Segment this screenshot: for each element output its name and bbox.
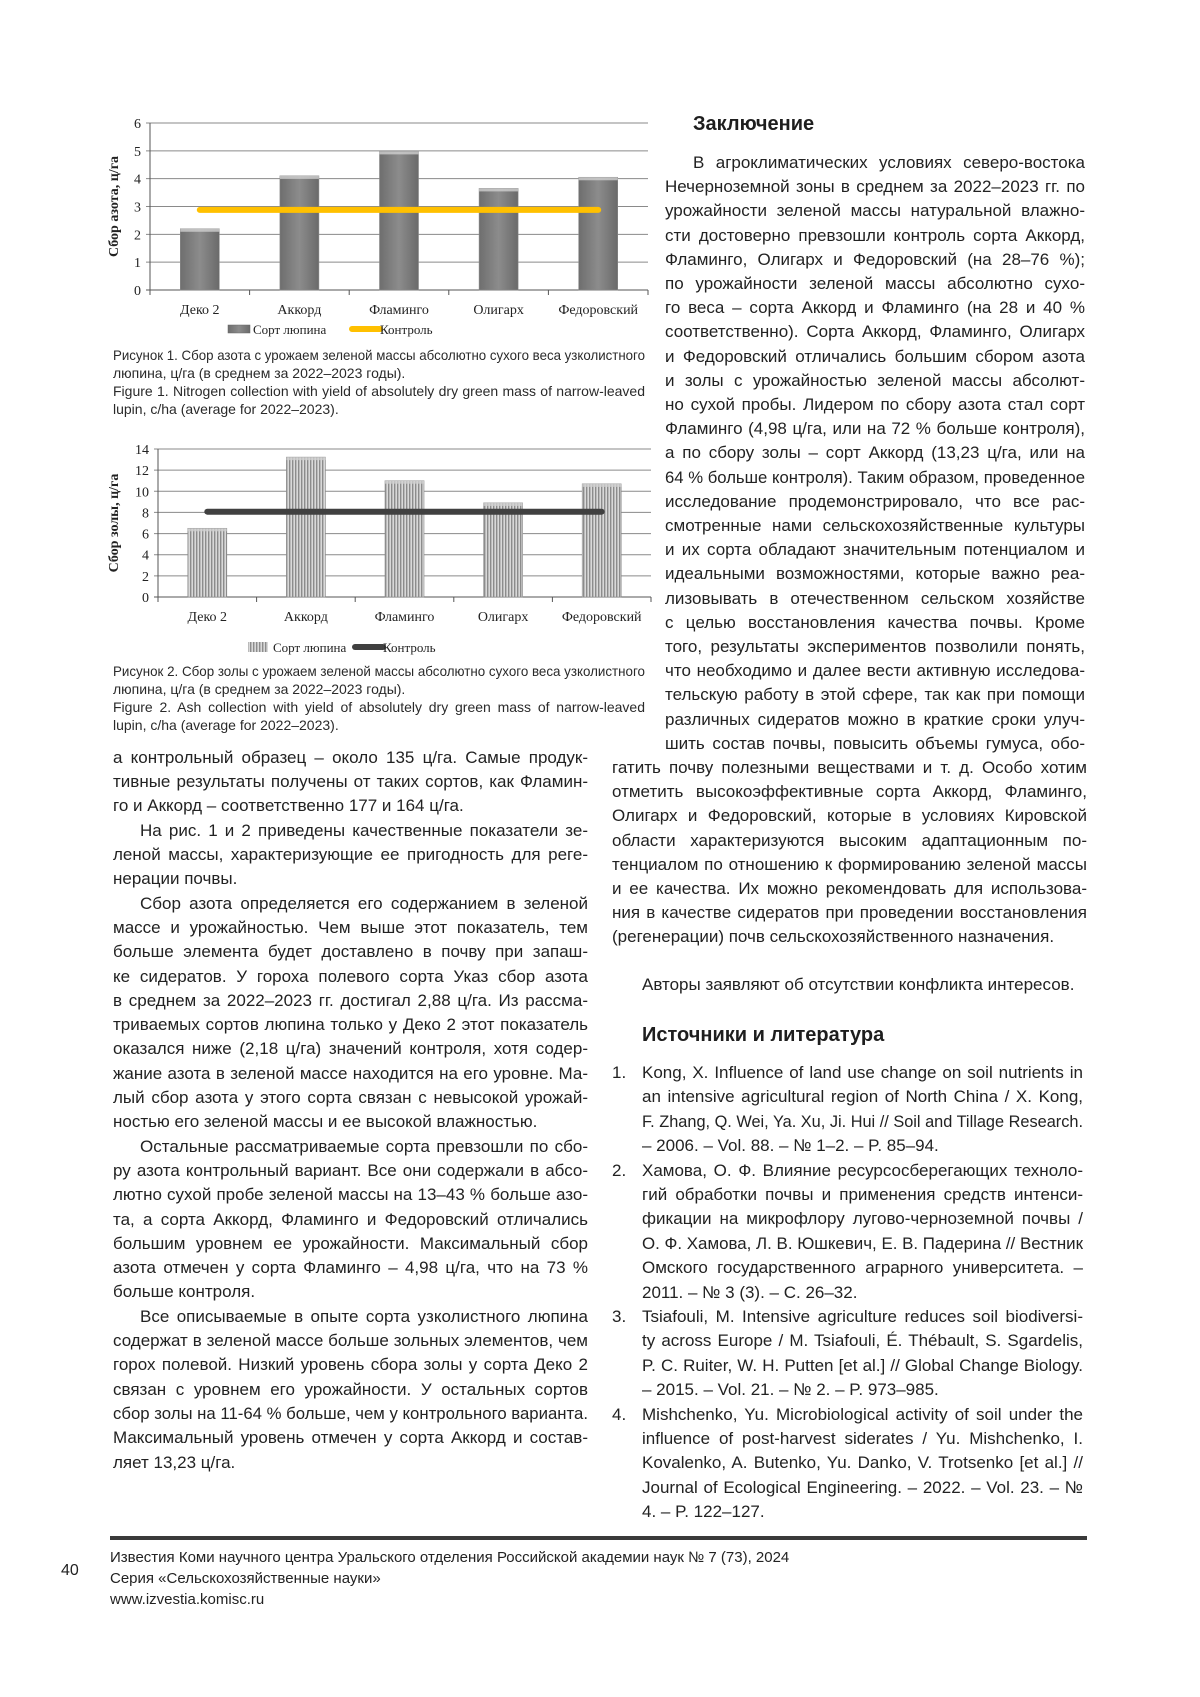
y-tick-label: 5 — [134, 145, 141, 160]
footer-journal: Известия Коми научного центра Уральского отделения Российской академии наук № 7 (73), 2024 — [110, 1549, 789, 1566]
line-text: что необходимо и далее вести активную исследова- — [665, 659, 1085, 683]
paragraph-line — [665, 466, 1085, 490]
line-text: Рисунок 2. Сбор золы с урожаем зеленой массы абсолютно сухого веса узколистного — [113, 662, 645, 680]
reference-line — [642, 1427, 1083, 1451]
bar-top-highlight — [180, 229, 219, 232]
line-text: Максимальный уровень отмечен у сорта Аккорд и состав- — [113, 1426, 588, 1450]
legend-label-variety: Сорт люпина — [253, 322, 327, 337]
line-text: нерации почвы. — [113, 867, 237, 891]
paragraph-line — [612, 853, 1087, 877]
line-text: и золы с урожайностью зеленой массы абсолют- — [665, 369, 1085, 393]
line-text: смотренные нами сельскохозяйственные культуры — [665, 514, 1085, 538]
line-text: Tsiafouli, M. Intensive agriculture reduces soil biodiversi- — [642, 1305, 1083, 1329]
line-text: Остальные рассматриваемые сорта превзошли по сбо- — [140, 1135, 588, 1159]
paragraph-line — [665, 683, 1085, 707]
paragraph-line — [113, 770, 588, 794]
line-text: (регенерации) почв сельскохозяйственного назначения. — [612, 925, 1054, 949]
line-text: того, результаты экспериментов позволили понять, — [665, 635, 1085, 659]
line-text: О. Ф. Хамова, Л. В. Юшкевич, Е. В. Падерина // Вестник — [642, 1232, 1083, 1256]
x-tick-label: Аккорд — [284, 610, 328, 625]
bar-top-highlight — [380, 151, 419, 154]
line-text: Journal of Ecological Engineering. – 2022. – Vol. 23. – № — [642, 1476, 1083, 1500]
bar-top-highlight — [286, 457, 325, 460]
reference-line — [642, 1305, 1083, 1329]
line-text: и ее качества. Их можно рекомендовать для использова- — [612, 877, 1087, 901]
reference-line — [642, 1329, 1083, 1353]
paragraph-line — [612, 925, 1087, 949]
line-text: азота отмечен у сорта Фламинго – 4,98 ц/га, что на 73 % — [113, 1256, 588, 1280]
paragraph-line — [113, 1256, 588, 1280]
paragraph-line — [665, 175, 1085, 199]
paragraph-line — [665, 224, 1085, 248]
paragraph-line — [612, 877, 1087, 901]
paragraph-line — [113, 1329, 588, 1353]
y-tick-label: 12 — [135, 464, 149, 479]
line-text: шить состав почвы, повысить объемы гумуса, обо- — [665, 732, 1085, 756]
bar-top-highlight — [582, 484, 621, 487]
line-text: Mishchenko, Yu. Microbiological activity of soil under the — [642, 1403, 1083, 1427]
paragraph-line — [113, 965, 588, 989]
conclusion-heading: Заключение — [693, 113, 814, 136]
line-text: но сухой пробы. Лидером по сбору азота стал сорт — [665, 393, 1085, 417]
nitrogen-chart — [100, 110, 660, 345]
paragraph-line — [113, 1426, 588, 1450]
line-text: люпина, ц/га (в среднем за 2022–2023 годы). — [113, 364, 405, 382]
line-text: исследование продемонстрировало, что все рас- — [665, 490, 1085, 514]
line-text: отметить высокоэффективные сорта Аккорд, Фламинго, — [612, 780, 1087, 804]
line-text: больше элемента будет доставлено в почву при запаш- — [113, 940, 588, 964]
bar-top-highlight — [579, 177, 618, 180]
line-text: люпина, ц/га (в среднем за 2022–2023 годы). — [113, 680, 405, 698]
paragraph-line — [665, 369, 1085, 393]
line-text: гатить почву полезными веществами и т. д. Особо хотим — [612, 756, 1087, 780]
reference-number — [612, 1305, 642, 1329]
line-text: леной массы, характеризующие ее пригодность для реге- — [113, 843, 588, 867]
line-text: го веса – сорта Аккорд и Фламинго (на 28 и 40 % — [665, 296, 1085, 320]
paragraph-line — [665, 587, 1085, 611]
x-tick-label: Олигарх — [473, 303, 524, 318]
reference-line — [642, 1354, 1083, 1378]
line-text: ру азота контрольный вариант. Все они содержали в абсо- — [113, 1159, 588, 1183]
paragraph-line — [113, 989, 588, 1013]
line-text: а контрольный образец – около 135 ц/га. Самые продук- — [113, 746, 588, 770]
paragraph-line — [665, 272, 1085, 296]
y-tick-label: 10 — [135, 485, 149, 500]
line-text: фикации на микрофлору лугово-черноземной почвы / — [642, 1207, 1083, 1231]
legend-label-variety: Сорт люпина — [273, 640, 347, 655]
y-tick-label: 6 — [142, 528, 149, 543]
paragraph-line — [665, 248, 1085, 272]
x-tick-label: Деко 2 — [188, 610, 228, 625]
y-tick-label: 0 — [142, 591, 149, 606]
paragraph-line — [612, 901, 1087, 925]
y-tick-label: 14 — [135, 443, 149, 458]
line-text: в среднем за 2022–2023 гг. достигал 2,88 ц/га. Из рассма- — [113, 989, 588, 1013]
paragraph-line — [113, 819, 588, 843]
paragraph-line — [113, 1159, 588, 1183]
paragraph-line — [113, 1110, 588, 1134]
line-text: тивные результаты получены от таких сортов, как Фламин- — [113, 770, 588, 794]
x-tick-label: Федоровский — [558, 303, 638, 318]
y-tick-label: 8 — [142, 506, 149, 521]
reference-line — [642, 1232, 1083, 1256]
line-text: 1. — [612, 1061, 626, 1085]
line-text: массе и урожайностью. Чем выше этот показатель, тем — [113, 916, 588, 940]
x-tick-label: Аккорд — [277, 303, 321, 318]
paragraph-line — [113, 867, 588, 891]
paragraph-line — [113, 843, 588, 867]
legend-label-control: Контроль — [383, 640, 436, 655]
line-text: 64 % больше контроля). Таким образом, проведенное — [665, 466, 1085, 490]
line-text: Фламинго, Олигарх и Федоровский (на 28–76 %); — [665, 248, 1085, 272]
paragraph-line — [113, 746, 588, 770]
line-text: Сбор азота определяется его содержанием в зеленой — [140, 892, 588, 916]
line-text: P. C. Ruiter, W. H. Putten [et al.] // Global Change Biology. — [642, 1354, 1083, 1378]
footer-website[interactable]: www.izvestia.komisc.ru — [110, 1591, 264, 1608]
line-text: различных сидератов можно в краткие сроки улуч- — [665, 708, 1085, 732]
paragraph-line — [113, 1037, 588, 1061]
line-text: Kong, X. Influence of land use change on soil nutrients in — [642, 1061, 1083, 1085]
caption-line — [113, 346, 645, 364]
caption-line — [113, 662, 645, 680]
bar-0 — [188, 528, 227, 597]
line-text: 4. — [612, 1403, 626, 1427]
line-text: lupin, c/ha (average for 2022–2023). — [113, 400, 339, 418]
bar-0 — [180, 229, 219, 290]
page-number: 40 — [61, 1562, 79, 1580]
paragraph-line — [113, 794, 588, 818]
bar-2 — [380, 151, 419, 290]
line-text: тельскую работу в этой сфере, так как при помощи — [665, 683, 1085, 707]
line-text: На рис. 1 и 2 приведены качественные показатели зе- — [140, 819, 588, 843]
line-text: Хамова, О. Ф. Влияние ресурсосберегающих техноло- — [642, 1159, 1083, 1183]
y-tick-label: 6 — [134, 117, 141, 132]
bar-top-highlight — [385, 481, 424, 484]
caption-line — [113, 680, 645, 698]
line-text: Все описываемые в опыте сорта узколистного люпина — [140, 1305, 588, 1329]
line-text: В агроклиматических условиях северо-востока — [693, 151, 1085, 175]
line-text: 4. – P. 122–127. — [642, 1500, 765, 1524]
line-text: содержат в зеленой массе больше зольных элементов, чем — [113, 1329, 588, 1353]
paragraph-line — [665, 538, 1085, 562]
line-text: Нечерноземной зоны в среднем за 2022–2023 гг. по — [665, 175, 1085, 199]
line-text: с целью восстановления качества почвы. Кроме — [665, 611, 1085, 635]
reference-line — [642, 1110, 1083, 1134]
line-text: го и Аккорд – соответственно 177 и 164 ц/га. — [113, 794, 464, 818]
paragraph-line — [612, 756, 1087, 780]
line-text: Фламинго (4,98 ц/га, или на 72 % больше контроля), — [665, 417, 1085, 441]
conflict-line — [642, 973, 1083, 997]
line-text: идеальными возможностями, которые важно реа- — [665, 562, 1085, 586]
line-text: Kovalenko, A. Butenko, Yu. Danko, V. Trotsenko [et al.] // — [642, 1451, 1083, 1475]
line-text: триваемых сортов люпина только у Деко 2 этот показатель — [113, 1013, 588, 1037]
bar-top-highlight — [188, 528, 227, 531]
line-text: горох полевой. Низкий уровень сбора золы у сорта Деко 2 — [113, 1353, 588, 1377]
bar-1 — [280, 176, 319, 290]
paragraph-line — [665, 296, 1085, 320]
line-text: оказался ниже (2,18 ц/га) значений контроля, хотя содер- — [113, 1037, 588, 1061]
caption-line — [113, 400, 645, 418]
paragraph-line — [113, 1086, 588, 1110]
reference-line — [642, 1403, 1083, 1427]
line-text: области характеризуются высоким адаптационным по- — [612, 829, 1087, 853]
paragraph-line — [665, 151, 1085, 175]
legend-bar-swatch — [228, 325, 250, 333]
caption-line — [113, 364, 645, 382]
paragraph-line — [113, 892, 588, 916]
paragraph-line — [113, 1062, 588, 1086]
reference-number — [612, 1403, 642, 1427]
bar-3 — [484, 503, 523, 597]
paragraph-line — [113, 1280, 588, 1304]
line-text: F. Zhang, Q. Wei, Ya. Xu, Ji. Hui // Soil and Tillage Research. — [642, 1110, 1083, 1134]
paragraph-line — [665, 514, 1085, 538]
reference-line — [642, 1085, 1083, 1109]
bar-top-highlight — [484, 503, 523, 506]
line-text: Авторы заявляют об отсутствии конфликта интересов. — [642, 973, 1074, 997]
paragraph-line — [113, 1353, 588, 1377]
line-text: а по сбору золы – сорт Аккорд (13,23 ц/га, или на — [665, 441, 1085, 465]
legend-bar-swatch — [248, 642, 268, 652]
reference-line — [642, 1476, 1083, 1500]
line-text: соответственно). Сорта Аккорд, Фламинго, Олигарх — [665, 320, 1085, 344]
reference-line — [642, 1451, 1083, 1475]
line-text: Омского государственного аграрного университета. – — [642, 1256, 1083, 1280]
reference-line — [642, 1378, 1083, 1402]
paragraph-line — [665, 635, 1085, 659]
paragraph-line — [113, 1305, 588, 1329]
line-text: лизовывать в отечественном сельском хозяйстве — [665, 587, 1085, 611]
reference-line — [642, 1159, 1083, 1183]
y-tick-label: 3 — [134, 201, 141, 216]
reference-line — [642, 1134, 1083, 1158]
x-tick-label: Федоровский — [562, 610, 642, 625]
paragraph-line — [612, 780, 1087, 804]
caption-line — [113, 698, 645, 716]
paragraph-line — [665, 441, 1085, 465]
line-text: сбор золы на 11-64 % больше, чем у контрольного варианта. — [113, 1402, 588, 1426]
line-text: Figure 1. Nitrogen collection with yield of absolutely dry green mass of narrow-leaved — [113, 382, 645, 400]
reference-line — [642, 1256, 1083, 1280]
y-tick-label: 0 — [134, 284, 141, 299]
paragraph-line — [665, 417, 1085, 441]
line-text: 2. — [612, 1159, 626, 1183]
paragraph-line — [665, 320, 1085, 344]
paragraph-line — [612, 829, 1087, 853]
paragraph-line — [665, 345, 1085, 369]
line-text: и Федоровский отличались большим сбором азота — [665, 345, 1085, 369]
line-text: ке сидератов. У гороха полевого сорта Указ сбор азота — [113, 965, 588, 989]
line-text: и их сорта обладают значительным потенциалом и — [665, 538, 1085, 562]
line-text: ностью его зеленой массы и ее высокой влажностью. — [113, 1110, 537, 1134]
paragraph-line — [113, 1183, 588, 1207]
paragraph-line — [113, 1402, 588, 1426]
y-tick-label: 4 — [142, 549, 149, 564]
paragraph-line — [113, 940, 588, 964]
line-text: an intensive agricultural region of North China / X. Kong, — [642, 1085, 1083, 1109]
line-text: influence of post-harvest siderates / Yu. Mishchenko, I. — [642, 1427, 1083, 1451]
paragraph-line — [665, 611, 1085, 635]
reference-line — [642, 1183, 1083, 1207]
paragraph-line — [665, 659, 1085, 683]
line-text: большим уровнем ее урожайности. Максимальный сбор — [113, 1232, 588, 1256]
line-text: 2011. – № 3 (3). – С. 26–32. — [642, 1281, 857, 1305]
line-text: ty across Europe / M. Tsiafouli, É. Thébault, S. Sgardelis, — [642, 1329, 1083, 1353]
paragraph-line — [113, 1135, 588, 1159]
paragraph-line — [612, 804, 1087, 828]
line-text: больше контроля. — [113, 1280, 255, 1304]
paragraph-line — [665, 490, 1085, 514]
line-text: жание азота в зеленой массе находится на его уровне. Ма- — [113, 1062, 588, 1086]
paragraph-line — [665, 393, 1085, 417]
x-tick-label: Олигарх — [478, 610, 529, 625]
paragraph-line — [665, 562, 1085, 586]
reference-line — [642, 1281, 1083, 1305]
reference-line — [642, 1500, 1083, 1524]
reference-number — [612, 1061, 642, 1085]
line-text: сти достоверно превзошли контроль сорта Аккорд, — [665, 224, 1085, 248]
line-text: – 2015. – Vol. 21. – № 2. – P. 973–985. — [642, 1378, 939, 1402]
bar-top-highlight — [280, 176, 319, 179]
x-tick-label: Фламинго — [369, 303, 429, 318]
paragraph-line — [113, 1378, 588, 1402]
line-text: гий обработки почвы и применения средств интенси- — [642, 1183, 1083, 1207]
footer-series: Серия «Сельскохозяйственные науки» — [110, 1570, 381, 1587]
y-axis-label: Сбор азота, ц/га — [107, 156, 122, 257]
y-tick-label: 2 — [142, 570, 149, 585]
bar-2 — [385, 481, 424, 597]
ash-chart — [100, 437, 660, 662]
paragraph-line — [113, 1013, 588, 1037]
line-text: та, а сорта Аккорд, Фламинго и Федоровский отличались — [113, 1208, 588, 1232]
y-tick-label: 4 — [134, 173, 141, 188]
paragraph-line — [113, 916, 588, 940]
paragraph-line — [113, 1208, 588, 1232]
reference-line — [642, 1207, 1083, 1231]
x-tick-label: Фламинго — [375, 610, 435, 625]
x-tick-label: Деко 2 — [180, 303, 220, 318]
line-text: ляет 13,23 ц/га. — [113, 1451, 235, 1475]
line-text: урожайности зеленой массы натуральной влажно- — [665, 199, 1085, 223]
y-axis-label: Сбор золы, ц/га — [107, 474, 122, 573]
line-text: 3. — [612, 1305, 626, 1329]
paragraph-line — [665, 732, 1085, 756]
line-text: лый сбор азота у этого сорта связан с невысокой урожай- — [113, 1086, 588, 1110]
line-text: по урожайности зеленой массы абсолютно сухо- — [665, 272, 1085, 296]
line-text: связан с уровнем его урожайности. У остальных сортов — [113, 1378, 588, 1402]
bar-1 — [286, 457, 325, 597]
line-text: – 2006. – Vol. 88. – № 1–2. – P. 85–94. — [642, 1134, 939, 1158]
references-heading: Источники и литература — [642, 1024, 884, 1047]
line-text: Figure 2. Ash collection with yield of absolutely dry green mass of narrow-leaved — [113, 698, 645, 716]
paragraph-line — [665, 199, 1085, 223]
paragraph-line — [113, 1451, 588, 1475]
line-text: тенциалом по отношению к формированию зеленой массы — [612, 853, 1087, 877]
line-text: lupin, c/ha (average for 2022–2023). — [113, 716, 339, 734]
line-text: Олигарх и Федоровский, которые в условиях Кировской — [612, 804, 1087, 828]
y-tick-label: 1 — [134, 256, 141, 271]
paragraph-line — [665, 708, 1085, 732]
line-text: Рисунок 1. Сбор азота с урожаем зеленой массы абсолютно сухого веса узколистного — [113, 346, 645, 364]
paragraph-line — [113, 1232, 588, 1256]
caption-line — [113, 716, 645, 734]
caption-line — [113, 382, 645, 400]
bar-4 — [582, 484, 621, 597]
line-text: ния в качестве сидератов при проведении восстановления — [612, 901, 1087, 925]
bar-top-highlight — [479, 188, 518, 191]
reference-number — [612, 1159, 642, 1183]
bar-4 — [579, 177, 618, 290]
bar-3 — [479, 188, 518, 290]
y-tick-label: 2 — [134, 228, 141, 243]
legend-label-control: Контроль — [380, 322, 433, 337]
reference-line — [642, 1061, 1083, 1085]
footer-divider — [110, 1536, 1087, 1540]
line-text: лютно сухой пробе зеленой массы на 13–43 % больше азо- — [113, 1183, 588, 1207]
